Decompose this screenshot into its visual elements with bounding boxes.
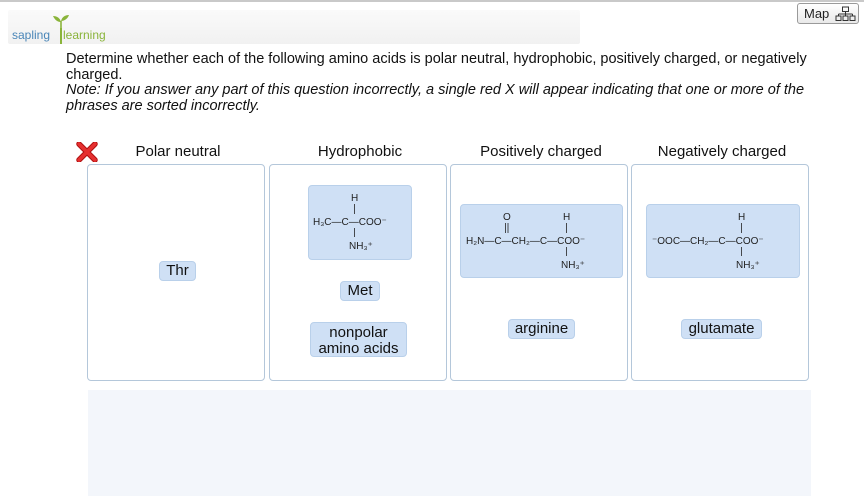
glutamate-main-chain: ⁻OOC—CH₂—C—COO⁻ <box>652 236 764 247</box>
brand-learning: learning <box>63 28 106 42</box>
structure-card-met[interactable] <box>308 185 412 260</box>
sapling-learning-logo <box>12 14 122 44</box>
met-nh3-label: NH₃⁺ <box>349 241 373 252</box>
chip-nonpolar-amino-acids[interactable] <box>310 322 407 357</box>
chip-thr[interactable]: Thr <box>159 261 196 281</box>
map-button-label: Map <box>804 6 830 21</box>
top-border <box>0 0 864 2</box>
glutamate-structure <box>647 205 799 277</box>
arginine-nh3-label: NH₃⁺ <box>561 260 585 271</box>
note-label: Note: <box>66 82 101 98</box>
note-text: If you answer any part of this question incorrectly, a single red X will appear indicating that one or more of the phrases are sorted incorrectly. <box>66 82 805 114</box>
map-button[interactable] <box>797 3 859 24</box>
category-title-positively-charged: Positively charged <box>480 143 602 160</box>
question-note <box>66 83 826 114</box>
category-title-hydrophobic: Hydrophobic <box>317 143 403 160</box>
glutamate-nh3-label: NH₃⁺ <box>736 260 760 271</box>
sitemap-icon <box>835 6 856 22</box>
structure-card-arginine[interactable] <box>460 204 623 278</box>
brand-divider <box>60 28 62 44</box>
answer-tray[interactable] <box>88 390 811 496</box>
glutamate-h-label: H <box>738 212 746 223</box>
met-h-label: H <box>351 193 359 204</box>
chip-met[interactable]: Met <box>340 281 380 301</box>
chip-nonpolar-line2: amino acids <box>318 340 399 357</box>
met-main-chain: H₃C—C—COO⁻ <box>313 217 387 228</box>
arginine-h-label: H <box>563 212 571 223</box>
bin-hydrophobic[interactable] <box>269 164 447 381</box>
chip-arginine[interactable]: arginine <box>508 319 575 339</box>
structure-card-glutamate[interactable] <box>646 204 800 278</box>
brand-sapling: sapling <box>12 28 51 42</box>
question-prompt <box>66 52 826 114</box>
bin-negatively-charged[interactable] <box>631 164 809 381</box>
category-title-negatively-charged: Negatively charged <box>657 143 787 160</box>
category-title-polar-neutral: Polar neutral <box>135 143 221 160</box>
chip-glutamate[interactable]: glutamate <box>681 319 762 339</box>
met-structure <box>309 186 411 259</box>
arginine-o-label: O <box>503 212 511 223</box>
chip-nonpolar-line1: nonpolar <box>329 324 388 341</box>
arginine-main-chain: H₂N—C—CH₂—C—COO⁻ <box>466 236 586 247</box>
bin-positively-charged[interactable] <box>450 164 628 381</box>
question-text: Determine whether each of the following amino acids is polar neutral, hydrophobic, positively charged, or negatively charged. <box>66 51 807 83</box>
arginine-structure <box>461 205 622 277</box>
bin-polar-neutral[interactable] <box>87 164 265 381</box>
